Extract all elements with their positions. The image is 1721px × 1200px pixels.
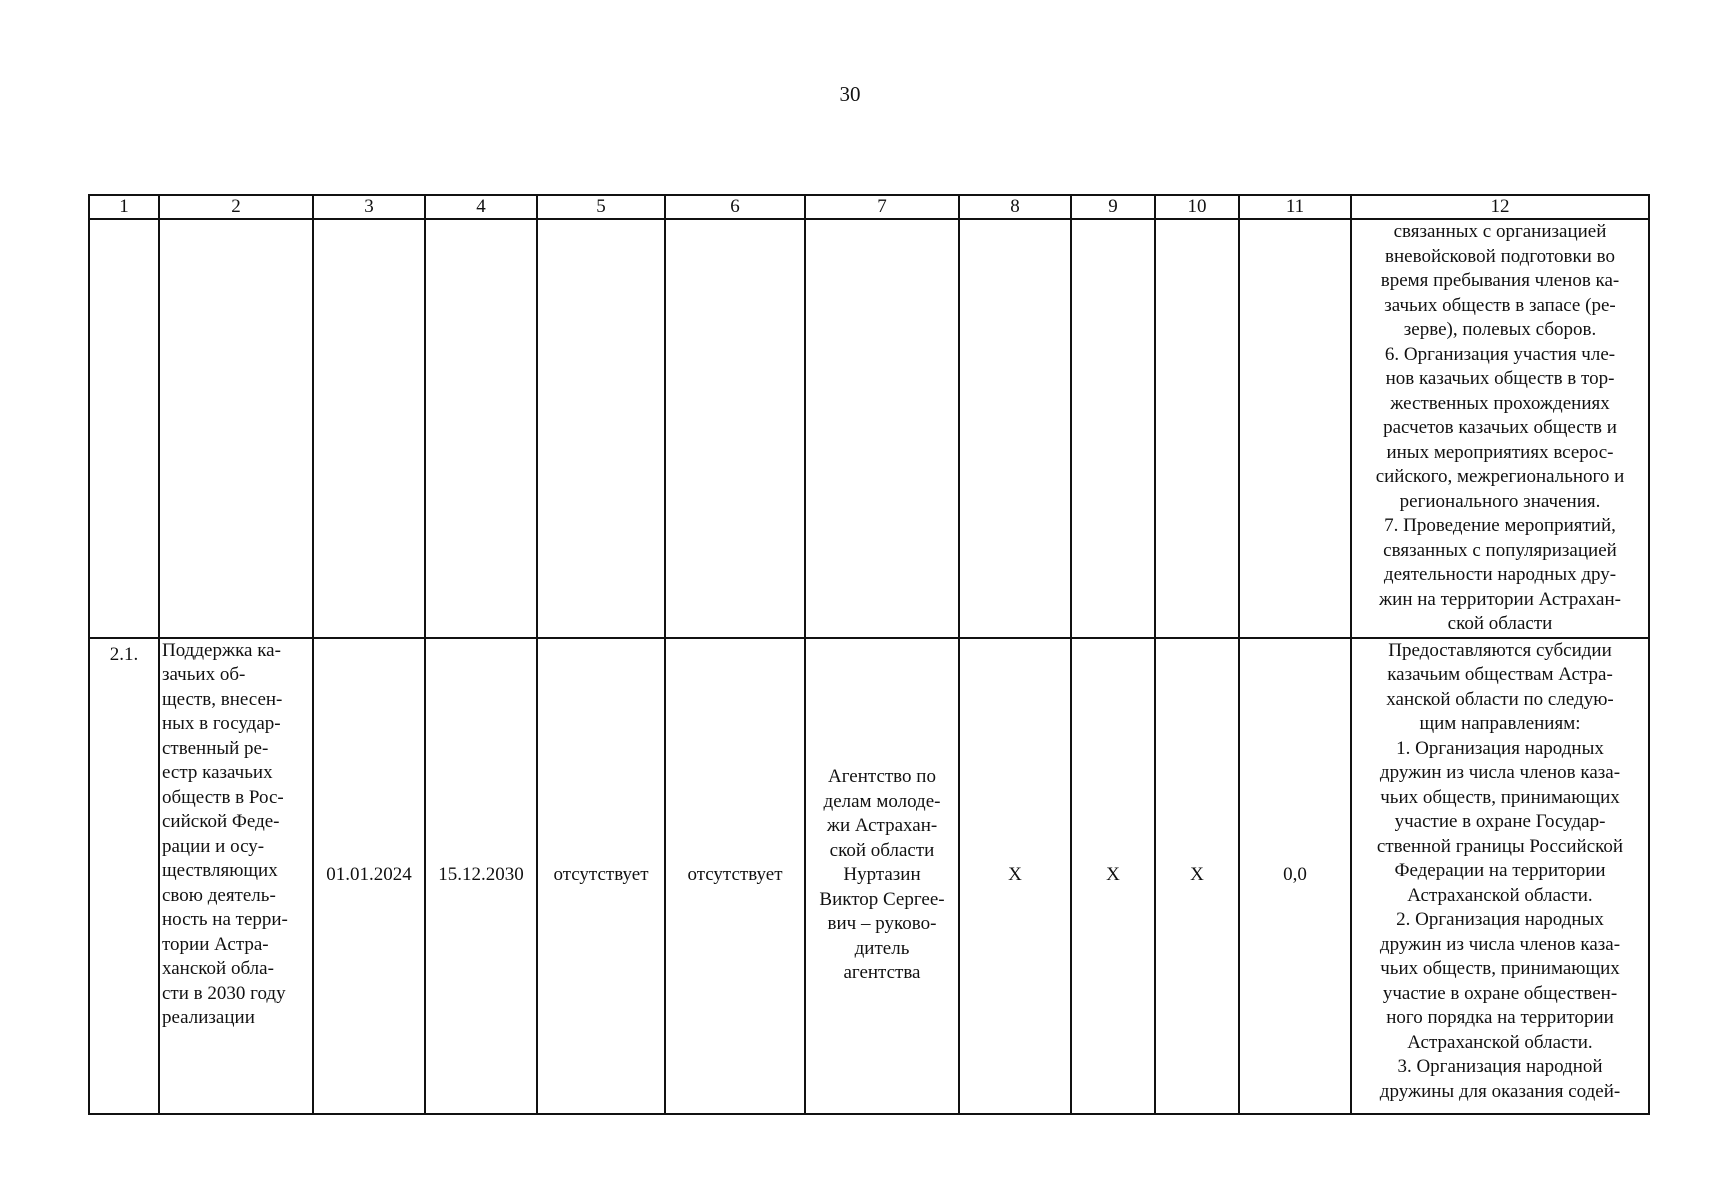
responsible-cell [805,638,959,1114]
table-cell [159,219,313,638]
header-cell: 11 [1239,195,1351,219]
table-cell [537,219,665,638]
col11-cell: 0,0 [1239,638,1351,1114]
table-row-continuation [89,219,1649,638]
header-cell: 9 [1071,195,1155,219]
activity-name-cell [159,638,313,1114]
col10-cell: Х [1155,638,1239,1114]
table-cell-description [1351,219,1649,638]
col5-cell: отсутствует [537,638,665,1114]
table-cell [313,219,425,638]
table-cell [425,219,537,638]
description-text: Предоставляются субсидии казачьим обществам Астра- ханской области по следую- щим направлениям: 1. Организация народных дружин из числа членов каза- чьих обществ, принимающих участие в охране Государ- ственной границы Российской Федерации на территории Астраханской области. 2. Организация народных дружин из числа членов каза- чьих обществ, принимающих участие в охране обществен- ного порядка на территории Астраханской области. 3. Организация народной дружины для оказания содей- [1376,639,1624,1102]
table-header-row [89,195,1649,219]
page-number: 30 [839,82,861,106]
end-date-cell: 15.12.2030 [425,638,537,1114]
header-cell: 7 [805,195,959,219]
table-cell [805,219,959,638]
header-cell: 12 [1351,195,1649,219]
description-text: связанных с организацией вневойсковой подготовки во время пребывания членов ка- зачьих обществ в запасе (ре- зерве), полевых сборов. 6. Организация участия чле- нов казачьих обществ в тор- жественных прохождениях расчетов казачьих обществ и иных мероприятиях всерос- сийского, межрегионального и регионального значения. 7. Проведение мероприятий, связанных с популяризацией деятельности народных дру- жин на территории Астрахан- ской области [1375,221,1625,634]
table-cell [665,219,805,638]
table-cell-description [1351,638,1649,1114]
row-number-cell: 2.1. [89,638,159,1114]
table-cell [1071,219,1155,638]
program-table [88,194,1650,1115]
col6-cell: отсутствует [665,638,805,1114]
col9-cell: Х [1071,638,1155,1114]
start-date-cell: 01.01.2024 [313,638,425,1114]
table-cell [959,219,1071,638]
header-cell: 3 [313,195,425,219]
table-row-2-1 [89,638,1649,1114]
activity-name-text: Поддержка ка- зачьих об- ществ, внесен- ных в государ- ственный ре- естр казачьих обществ в Рос- сийской Феде- рации и осу- ществляющих свою деятель- ность на терри- тории Астра- ханской обла- сти в 2030 году реализации [162,639,288,1028]
header-cell: 10 [1155,195,1239,219]
header-cell: 6 [665,195,805,219]
header-cell: 2 [159,195,313,219]
col8-cell: Х [959,638,1071,1114]
header-cell: 8 [959,195,1071,219]
table-cell [1239,219,1351,638]
responsible-text: Агентство по делам молоде- жи Астрахан- ской области Нуртазин Виктор Сергее- вич – руково- дитель агентства [819,766,945,984]
header-cell: 4 [425,195,537,219]
header-cell: 1 [89,195,159,219]
table-cell [1155,219,1239,638]
table-cell [89,219,159,638]
header-cell: 5 [537,195,665,219]
